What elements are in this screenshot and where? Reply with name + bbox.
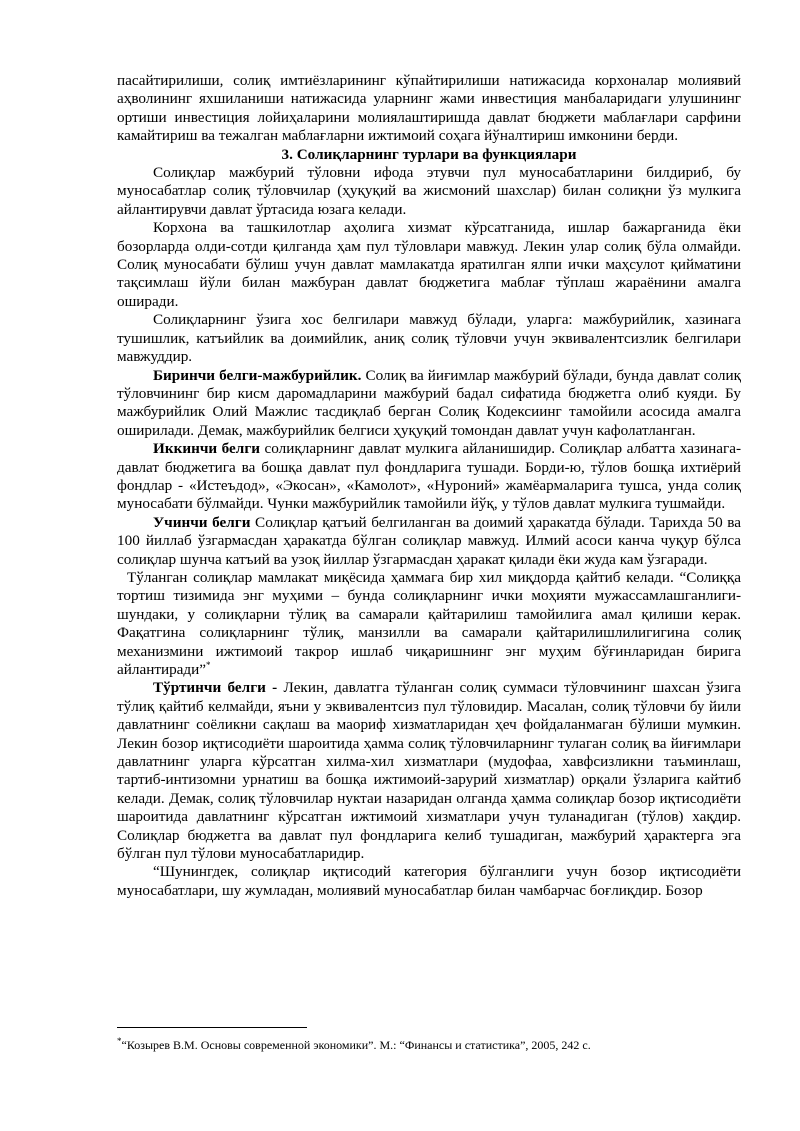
second-sign-text: солиқларнинг давлат мулкига айланишидир. Солиқлар албатта хазинага-давлат бюджетига ва бошқа давлат пул фондларига тушади. Борди-ю, тўлов бошқа ихтиёрий фондлар - «Истеъдод», «Экосан», «Камолот», «Нуроний» жамёармаларига тушса, унда солиқ муносабати бўлмайди. Чунки мажбурийлик тамойили йўқ, у тўлов давлат мулкига тушмайди. (117, 440, 742, 513)
second-sign-title: Иккинчи белги (153, 440, 260, 458)
third-sign-text: Солиқлар қатъий белгиланган ва доимий ҳаракатда бўлади. Тарихда 50 ва 100 йиллаб ўзгармасдан ҳаракатда бўлган солиқлар мавжуд. Илмий асоси канча чуқур бўлса солиқлар шунча катъий ва узоқ йиллар ўзгармасдан ҳаракат қилади ёки жуда кам ўзгаради. (117, 513, 741, 568)
paragraph-5 (117, 440, 741, 514)
footnote (117, 1038, 757, 1052)
footnote-text: “Козырев В.М. Основы современной экономики”. М.: “Финансы и статистика”, 2005, 242 с. (121, 1038, 591, 1052)
third-sign-title: Учинчи белги (153, 513, 251, 531)
paragraph-quote (117, 569, 741, 679)
quote-text: Тўланган солиқлар мамлакат миқёсида ҳаммага бир хил миқдорда қайтиб келади. “Солиққа тортиш тизимида энг муҳими – бунда солиқларнинг ички моҳияти мужассамлашганлиги- шундаки, у солиқларни тўлиқ ва самарали қайтарилиш тамойилига амал қилиши керак. Фақатгина солиқларнинг тўлиқ, манзилли ва самарали қайтарилишлилигигина солиқ механизмини ижтимоий такрор ишлаб чиқаришнинг энг муҳим бўғинларидан бирига айлантиради” (117, 568, 741, 678)
footnote-marker: * (117, 1036, 122, 1046)
fourth-sign-title: Тўртинчи белги - (153, 679, 278, 697)
paragraph-3: Солиқларнинг ўзига хос белгилари мавжуд бўлади, уларга: мажбурийлик, хазинага тушишлик, катъийлик ва доимийлик, аниқ солиқ тўловчи учун эквивалентсизлик белгилари мавжуддир. (117, 311, 741, 366)
paragraph-1: Солиқлар мажбурий тўловни ифода этувчи пул муносабатларини билдириб, бу муносабатлар солиқ тўловчилар (ҳуқуқий ва жисмоний шахслар) билан солиқни ўз мулкига айлантирувчи давлат ўртасида юзага келади. (117, 164, 741, 218)
paragraph-2: Корхона ва ташкилотлар аҳолига хизмат кўрсатганида, ишлар бажарганида ёки бозорларда олди-сотди қилганда ҳам пул тўловлари мавжуд. Лекин улар солиқ бўла олмайди. Солиқ муносабати бўлиш учун давлат мамлакатда яратилган ялпи ички маҳсулот қийматини тақсимлаш йўли билан мажбуран давлат бюджетига маблағ тўплаш жараёнини амалга оширади. (117, 219, 741, 310)
fourth-sign-text: Лекин, давлатга тўланган солиқ суммаси тўловчининг шахсан ўзига тўлиқ қайтиб келмайди, яъни у эквивалентсиз пул тўловидир. Масалан, солиқ тўловчи бу йили давлатнинг соёликни сақлаш ва маориф хизматларидан ҳеч фойдаланмаган бўлиши мумкин. Лекин бозор иқтисодиёти шароитида ҳамма солиқ тўловчиларнинг тулаган солиқ ва йиғимлари давлатнинг уларга кўрсатган хилма-хил хизматлари (мудофаа, хавфсизликни таъминлаш, тартиб-интизомни урнатиш ва бошқа ижтимоий-зарурий хизматлар) орқали ўзларига кайтиб келади. Демак, солиқ тўловчилар нуктаи назаридан олганда ҳамма солиқлар бозор иқтисодиёти шароитида давлатнинг кўрсатган ижтимоий хизматлари учун туланадиган (тўлов) хақдир. Солиқлар бюджетга ва давлат пул фондларига келиб тушадиган, мажбурий ҳарактерга эга бўлган пул тўлови муносабатларидир. (117, 679, 742, 863)
body-text (117, 72, 741, 900)
paragraph-9: “Шунингдек, солиқлар иқтисодий категория бўлганлиги учун бозор иқтисодиёти муносабатлари, шу жумладан, молиявий муносабатлар билан чамбарчас боғлиқдир. Бозор (117, 863, 741, 899)
first-sign-title: Биринчи белги-мажбурийлик. (153, 366, 362, 384)
paragraph-8 (117, 679, 741, 863)
section-heading: 3. Солиқларнинг турлари ва функциялари (281, 145, 577, 163)
first-sign-text: Солиқ ва йиғимлар мажбурий бўлади, бунда давлат солиқ тўловчининг бир кисм даромадларини мажбурий бадал сифатида бюджетга олиб куяди. Бу мажбурийлик Олий Мажлис тасдиқлаб берган Солиқ Кодексиинг тамойили асосида амалга оширилади. Демак, мажбурийлик белгиси ҳуқуқий томондан давлат учун кафолатланган. (117, 366, 741, 439)
paragraph-4 (117, 367, 741, 441)
paragraph-intro: пасайтирилиши, солиқ имтиёзларининг кўпайтирилиши натижасида корхоналар молиявий аҳволининг яхшиланиши натижасида уларнинг жами инвестиция манбаларидаги улушининг ортиши инвестиция лойиҳаларини молиялаштиришда давлат бюджети маблағлари сарфини камайтириш ва тежалган маблағларни ижтимоий соҳага йўналтириш имконини берди. (117, 72, 741, 145)
paragraph-6 (117, 514, 741, 569)
footnote-reference: * (206, 659, 211, 670)
footnote-divider (117, 1027, 307, 1028)
